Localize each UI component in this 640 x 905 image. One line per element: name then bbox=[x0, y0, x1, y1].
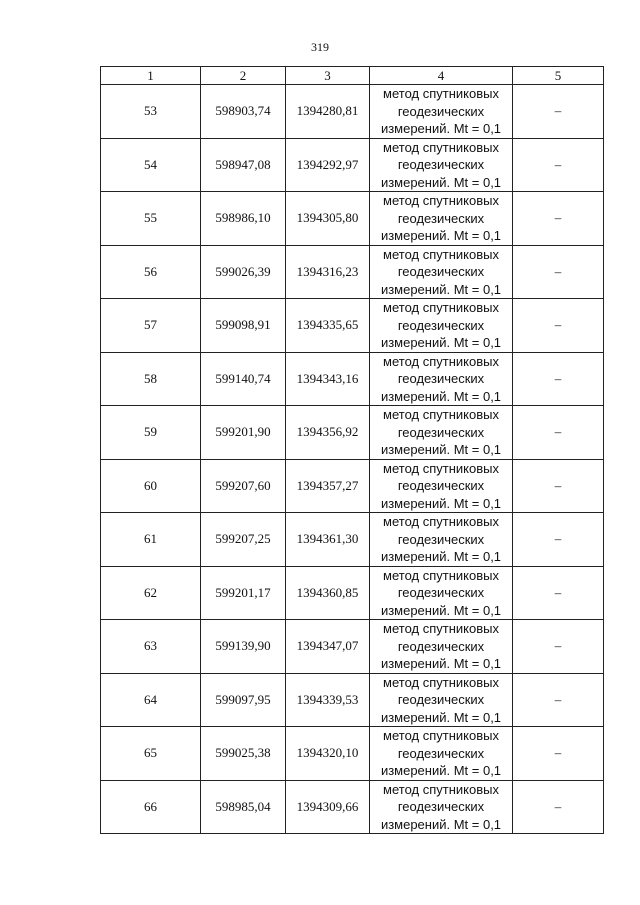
coordinate-y: 1394292,97 bbox=[286, 138, 370, 192]
method-line-2: геодезических bbox=[397, 103, 485, 119]
coordinate-x: 599201,17 bbox=[201, 566, 286, 620]
method-description bbox=[370, 245, 513, 299]
point-number: 54 bbox=[101, 138, 201, 192]
method-line-1: метод спутниковых bbox=[383, 300, 499, 315]
method-line-3: измерений. Mt = 0,1 bbox=[380, 816, 502, 832]
table-row bbox=[101, 352, 604, 406]
method-line-3: измерений. Mt = 0,1 bbox=[380, 388, 502, 404]
coordinate-y: 1394309,66 bbox=[286, 780, 370, 834]
method-description bbox=[370, 352, 513, 406]
method-line-1: метод спутниковых bbox=[383, 353, 499, 369]
column-5-value: – bbox=[513, 245, 604, 299]
method-line-3: измерений. Mt = 0,1 bbox=[380, 335, 502, 350]
coordinate-x: 599025,38 bbox=[201, 727, 286, 781]
method-line-1: метод спутниковых bbox=[383, 514, 499, 529]
coordinate-y: 1394320,10 bbox=[286, 727, 370, 781]
page-number: 319 bbox=[311, 40, 329, 54]
point-number: 61 bbox=[101, 513, 201, 567]
coordinate-y: 1394339,53 bbox=[286, 673, 370, 727]
method-line-3: измерений. Mt = 0,1 bbox=[380, 549, 502, 564]
method-line-2: геодезических bbox=[397, 799, 485, 814]
point-number: 53 bbox=[101, 85, 201, 139]
coordinate-y: 1394360,85 bbox=[286, 566, 370, 620]
column-5-value: – bbox=[513, 780, 604, 834]
point-number: 63 bbox=[101, 620, 201, 674]
method-description bbox=[370, 138, 513, 192]
coordinate-y: 1394347,07 bbox=[286, 620, 370, 674]
method-line-3: измерений. Mt = 0,1 bbox=[380, 228, 502, 243]
method-line-3: измерений. Mt = 0,1 bbox=[380, 121, 502, 136]
column-header-2: 2 bbox=[201, 67, 286, 85]
method-description bbox=[370, 620, 513, 674]
point-number: 59 bbox=[101, 406, 201, 460]
coordinate-x: 599098,91 bbox=[201, 299, 286, 353]
method-line-3: измерений. Mt = 0,1 bbox=[380, 709, 502, 725]
coordinate-y: 1394316,23 bbox=[286, 245, 370, 299]
coordinate-x: 598947,08 bbox=[201, 138, 286, 192]
column-5-value: – bbox=[513, 192, 604, 246]
coordinates-table bbox=[100, 66, 604, 834]
method-line-2: геодезических bbox=[397, 638, 485, 654]
method-description bbox=[370, 406, 513, 460]
table-row bbox=[101, 245, 604, 299]
method-line-1: метод спутниковых bbox=[383, 781, 499, 797]
method-line-1: метод спутниковых bbox=[383, 86, 499, 101]
header-row bbox=[101, 67, 604, 85]
method-line-3: измерений. Mt = 0,1 bbox=[380, 763, 502, 778]
method-description bbox=[370, 673, 513, 727]
point-number: 57 bbox=[101, 299, 201, 353]
column-header-1: 1 bbox=[101, 67, 201, 85]
column-5-value: – bbox=[513, 673, 604, 727]
column-5-value: – bbox=[513, 566, 604, 620]
method-description bbox=[370, 459, 513, 513]
table-row bbox=[101, 85, 604, 139]
table-row bbox=[101, 620, 604, 674]
coordinate-x: 599207,60 bbox=[201, 459, 286, 513]
method-line-1: метод спутниковых bbox=[383, 728, 499, 743]
column-5-value: – bbox=[513, 138, 604, 192]
method-line-3: измерений. Mt = 0,1 bbox=[380, 602, 502, 618]
coordinate-x: 599201,90 bbox=[201, 406, 286, 460]
point-number: 56 bbox=[101, 245, 201, 299]
point-number: 66 bbox=[101, 780, 201, 834]
table-header bbox=[101, 67, 604, 85]
method-line-1: метод спутниковых bbox=[383, 567, 499, 583]
method-line-2: геодезических bbox=[397, 210, 485, 226]
method-line-2: геодезических bbox=[397, 264, 485, 279]
method-description bbox=[370, 780, 513, 834]
method-line-3: измерений. Mt = 0,1 bbox=[380, 281, 502, 297]
method-line-3: измерений. Mt = 0,1 bbox=[380, 442, 502, 457]
method-description bbox=[370, 727, 513, 781]
table-body bbox=[101, 85, 604, 834]
coordinate-x: 599097,95 bbox=[201, 673, 286, 727]
method-description bbox=[370, 85, 513, 139]
coordinate-y: 1394305,80 bbox=[286, 192, 370, 246]
method-line-2: геодезических bbox=[397, 745, 485, 761]
point-number: 64 bbox=[101, 673, 201, 727]
method-line-3: измерений. Mt = 0,1 bbox=[380, 495, 502, 511]
table-row bbox=[101, 138, 604, 192]
method-line-1: метод спутниковых bbox=[383, 460, 499, 476]
method-line-1: метод спутниковых bbox=[383, 139, 499, 155]
method-line-1: метод спутниковых bbox=[383, 246, 499, 262]
column-5-value: – bbox=[513, 85, 604, 139]
point-number: 62 bbox=[101, 566, 201, 620]
table-row bbox=[101, 673, 604, 727]
method-line-2: геодезических bbox=[397, 692, 485, 707]
method-line-2: геодезических bbox=[397, 157, 485, 172]
column-header-5: 5 bbox=[513, 67, 604, 85]
coordinate-x: 599140,74 bbox=[201, 352, 286, 406]
coordinate-y: 1394280,81 bbox=[286, 85, 370, 139]
column-5-value: – bbox=[513, 459, 604, 513]
method-description bbox=[370, 566, 513, 620]
column-5-value: – bbox=[513, 513, 604, 567]
method-line-2: геодезических bbox=[397, 478, 485, 493]
method-line-2: геодезических bbox=[397, 531, 485, 547]
method-description bbox=[370, 513, 513, 567]
table-row bbox=[101, 406, 604, 460]
table-row bbox=[101, 513, 604, 567]
table-row bbox=[101, 299, 604, 353]
column-header-4: 4 bbox=[370, 67, 513, 85]
method-line-3: измерений. Mt = 0,1 bbox=[380, 656, 502, 671]
point-number: 58 bbox=[101, 352, 201, 406]
column-5-value: – bbox=[513, 406, 604, 460]
coordinate-y: 1394343,16 bbox=[286, 352, 370, 406]
table-row bbox=[101, 727, 604, 781]
column-5-value: – bbox=[513, 620, 604, 674]
coordinate-y: 1394361,30 bbox=[286, 513, 370, 567]
method-line-2: геодезических bbox=[397, 424, 485, 440]
coordinate-x: 599026,39 bbox=[201, 245, 286, 299]
coordinate-y: 1394356,92 bbox=[286, 406, 370, 460]
column-5-value: – bbox=[513, 727, 604, 781]
coordinate-x: 599207,25 bbox=[201, 513, 286, 567]
coordinate-y: 1394335,65 bbox=[286, 299, 370, 353]
table-row bbox=[101, 459, 604, 513]
point-number: 65 bbox=[101, 727, 201, 781]
method-line-1: метод спутниковых bbox=[383, 621, 499, 636]
coordinate-x: 598986,10 bbox=[201, 192, 286, 246]
coordinate-y: 1394357,27 bbox=[286, 459, 370, 513]
table-row bbox=[101, 192, 604, 246]
method-line-2: геодезических bbox=[397, 317, 485, 333]
coordinate-x: 598985,04 bbox=[201, 780, 286, 834]
coordinate-x: 599139,90 bbox=[201, 620, 286, 674]
point-number: 60 bbox=[101, 459, 201, 513]
coordinate-x: 598903,74 bbox=[201, 85, 286, 139]
method-description bbox=[370, 192, 513, 246]
method-line-3: измерений. Mt = 0,1 bbox=[380, 174, 502, 190]
method-description bbox=[370, 299, 513, 353]
method-line-1: метод спутниковых bbox=[383, 674, 499, 690]
column-5-value: – bbox=[513, 352, 604, 406]
point-number: 55 bbox=[101, 192, 201, 246]
method-line-2: геодезических bbox=[397, 585, 485, 600]
column-header-3: 3 bbox=[286, 67, 370, 85]
method-line-1: метод спутниковых bbox=[383, 407, 499, 422]
table-row bbox=[101, 566, 604, 620]
method-line-2: геодезических bbox=[397, 371, 485, 386]
column-5-value: – bbox=[513, 299, 604, 353]
method-line-1: метод спутниковых bbox=[383, 193, 499, 208]
table-row bbox=[101, 780, 604, 834]
